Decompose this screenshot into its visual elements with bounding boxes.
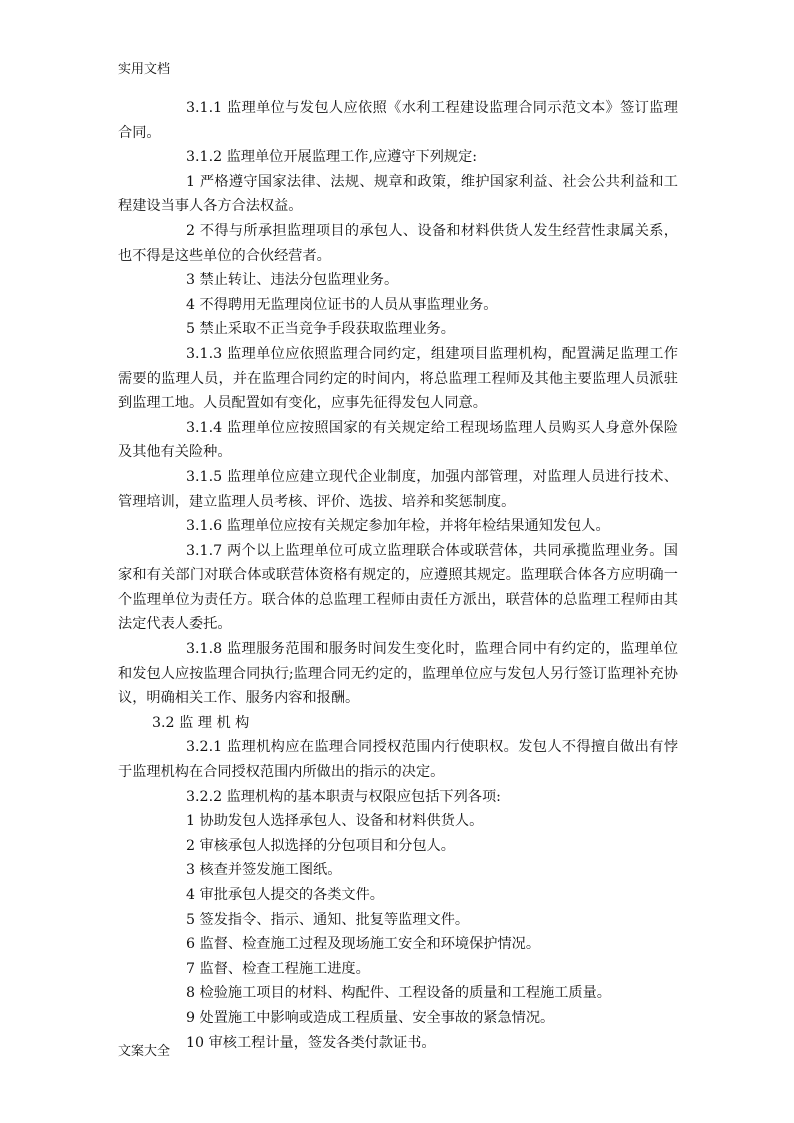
paragraph: 3.2.1 监理机构应在监理合同授权范围内行使职权。发包人不得擅自做出有悖于监理机构在合同授权范围内所做出的指示的决定。 bbox=[118, 739, 678, 781]
paragraph: 3.1.7 两个以上监理单位可成立监理联合体或联营体，共同承揽监理业务。国家和有关部门对联合体或联营体资格有规定的，应遵照其规定。监理联合体各方应明确一个监理单位为责任方。联合体的总监理工程师由责任方派出，联营体的总监理工程师由其法定代表人委托。 bbox=[118, 542, 678, 633]
paragraph: 2 审核承包人拟选择的分包项目和分包人。 bbox=[186, 837, 455, 854]
paragraph: 5 禁止采取不正当竞争手段获取监理业务。 bbox=[186, 321, 455, 338]
paragraph: 8 检验施工项目的材料、构配件、工程设备的质量和工程施工质量。 bbox=[186, 985, 611, 1002]
paragraph: 2 不得与所承担监理项目的承包人、设备和材料供货人发生经营性隶属关系，也不得是这些单位的合伙经营者。 bbox=[118, 222, 678, 264]
paragraph: 6 监督、检查施工过程及现场施工安全和环境保护情况。 bbox=[186, 936, 541, 953]
paragraph: 3 核查并签发施工图纸。 bbox=[186, 862, 342, 879]
paragraph: 4 审批承包人提交的各类文件。 bbox=[186, 887, 384, 903]
paragraph: 5 签发指令、指示、通知、批复等监理文件。 bbox=[186, 911, 470, 928]
paragraph: 3.1.3 监理单位应依照监理合同约定，组建项目监理机构，配置满足监理工作需要的监理人员，并在监理合同约定的时间内，将总监理工程师及其他主要监理人员派驻到监理工地。人员配置如有变化，应事先征得发包人同意。 bbox=[118, 345, 678, 412]
paragraph: 3.1.8 监理服务范围和服务时间发生变化时，监理合同中有约定的，监理单位和发包人应按监理合同执行;监理合同无约定的，监理单位应与发包人另行签订监理补充协议，明确相关工作、服务内容和报酬。 bbox=[118, 641, 678, 707]
paragraph: 3 禁止转让、违法分包监理业务。 bbox=[186, 272, 399, 289]
paragraph: 3.1.6 监理单位应按有关规定参加年检，并将年检结果通知发包人。 bbox=[186, 518, 610, 535]
paragraph: 1 严格遵守国家法律、法规、规章和政策，维护国家利益、社会公共利益和工程建设当事人各方合法权益。 bbox=[118, 173, 678, 215]
paragraph: 7 监督、检查工程施工进度。 bbox=[186, 960, 370, 977]
paragraph: 3.1.4 监理单位应按照国家的有关规定给工程现场监理人员购买人身意外保险及其他有关险种。 bbox=[118, 419, 678, 461]
paragraph: 4 不得聘用无监理岗位证书的人员从事监理业务。 bbox=[186, 296, 498, 313]
paragraph: 3.1.1 监理单位与发包人应依照《水利工程建设监理合同示范文本》签订监理合同。 bbox=[118, 100, 678, 141]
paragraph: 3.1.5 监理单位应建立现代企业制度，加强内部管理，对监理人员进行技术、管理培训，建立监理人员考核、评价、选拔、培养和奖惩制度。 bbox=[118, 468, 678, 510]
paragraph: 1 协助发包人选择承包人、设备和材料供货人。 bbox=[186, 813, 484, 830]
page-header: 实用文档 bbox=[118, 62, 171, 77]
paragraph: 9 处置施工中影响或造成工程质量、安全事故的紧急情况。 bbox=[186, 1009, 555, 1026]
section-heading: 3.2 监 理 机 构 bbox=[152, 714, 250, 731]
page-footer: 文案大全 bbox=[118, 1044, 171, 1059]
paragraph: 3.1.2 监理单位开展监理工作,应遵守下列规定: bbox=[186, 149, 478, 166]
paragraph: 3.2.2 监理机构的基本职责与权限应包括下列各项: bbox=[186, 788, 501, 805]
paragraph: 10 审核工程计量，签发各类付款证书。 bbox=[186, 1034, 436, 1051]
document-body bbox=[118, 96, 678, 1055]
